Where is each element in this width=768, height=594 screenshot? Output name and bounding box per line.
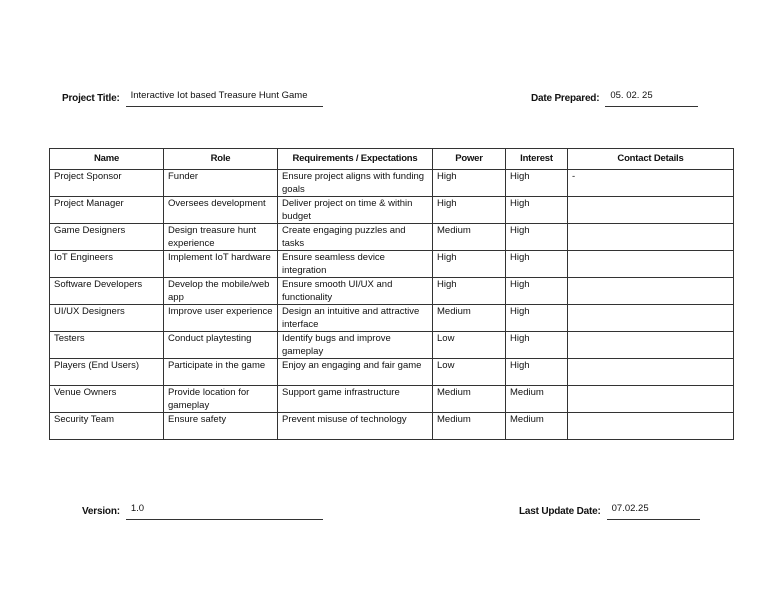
project-title-label: Project Title: (62, 93, 120, 104)
cell-name: IoT Engineers (50, 251, 164, 278)
version-value[interactable]: 1.0 (126, 503, 323, 520)
table-row (50, 197, 734, 224)
column-header-name: Name (50, 149, 164, 170)
cell-role: Conduct playtesting (164, 332, 278, 359)
cell-requirements: Prevent misuse of technology (278, 413, 433, 440)
table-row (50, 278, 734, 305)
column-header-interest: Interest (506, 149, 568, 170)
cell-role: Ensure safety (164, 413, 278, 440)
cell-interest: High (506, 305, 568, 332)
cell-name: Software Developers (50, 278, 164, 305)
cell-interest: High (506, 251, 568, 278)
date-prepared-field (531, 90, 698, 107)
cell-contact-details[interactable] (568, 251, 734, 278)
version-field (82, 503, 323, 520)
table-row (50, 359, 734, 386)
cell-power: Low (433, 359, 506, 386)
cell-requirements: Support game infrastructure (278, 386, 433, 413)
table-header-row (50, 149, 734, 170)
cell-requirements: Ensure project aligns with funding goals (278, 170, 433, 197)
version-label: Version: (82, 506, 120, 517)
cell-power: Medium (433, 305, 506, 332)
table-row (50, 251, 734, 278)
last-update-value[interactable]: 07.02.25 (607, 503, 700, 520)
cell-power: Low (433, 332, 506, 359)
table-row (50, 413, 734, 440)
table-row (50, 386, 734, 413)
cell-requirements: Identify bugs and improve gameplay (278, 332, 433, 359)
cell-interest: High (506, 224, 568, 251)
table-row (50, 224, 734, 251)
cell-requirements: Ensure seamless device integration (278, 251, 433, 278)
cell-name: Project Sponsor (50, 170, 164, 197)
cell-power: High (433, 197, 506, 224)
cell-requirements: Create engaging puzzles and tasks (278, 224, 433, 251)
cell-role: Provide location for gameplay (164, 386, 278, 413)
cell-power: Medium (433, 386, 506, 413)
cell-contact-details[interactable] (568, 332, 734, 359)
cell-contact-details[interactable] (568, 278, 734, 305)
cell-contact-details[interactable] (568, 413, 734, 440)
cell-role: Improve user experience (164, 305, 278, 332)
cell-role: Design treasure hunt experience (164, 224, 278, 251)
cell-interest: High (506, 197, 568, 224)
cell-name: Security Team (50, 413, 164, 440)
cell-interest: Medium (506, 413, 568, 440)
cell-interest: Medium (506, 386, 568, 413)
last-update-label: Last Update Date: (519, 506, 601, 517)
cell-name: Project Manager (50, 197, 164, 224)
cell-name: Venue Owners (50, 386, 164, 413)
cell-role: Oversees development (164, 197, 278, 224)
cell-role: Participate in the game (164, 359, 278, 386)
cell-requirements: Ensure smooth UI/UX and functionality (278, 278, 433, 305)
column-header-role: Role (164, 149, 278, 170)
cell-role: Develop the mobile/web app (164, 278, 278, 305)
cell-power: High (433, 278, 506, 305)
project-title-field (62, 90, 323, 107)
cell-contact-details[interactable] (568, 359, 734, 386)
cell-interest: High (506, 332, 568, 359)
project-title-value[interactable]: Interactive Iot based Treasure Hunt Game (126, 90, 323, 107)
cell-power: High (433, 251, 506, 278)
date-prepared-value[interactable]: 05. 02. 25 (605, 90, 698, 107)
cell-power: High (433, 170, 506, 197)
column-header-requirements: Requirements / Expectations (278, 149, 433, 170)
cell-power: Medium (433, 224, 506, 251)
date-prepared-label: Date Prepared: (531, 93, 600, 104)
cell-requirements: Enjoy an engaging and fair game (278, 359, 433, 386)
column-header-power: Power (433, 149, 506, 170)
cell-contact-details[interactable] (568, 224, 734, 251)
cell-interest: High (506, 359, 568, 386)
cell-name: UI/UX Designers (50, 305, 164, 332)
last-update-field (519, 503, 700, 520)
cell-requirements: Design an intuitive and attractive interface (278, 305, 433, 332)
cell-contact-details[interactable]: - (568, 170, 734, 197)
cell-name: Players (End Users) (50, 359, 164, 386)
cell-contact-details[interactable] (568, 197, 734, 224)
table-row (50, 170, 734, 197)
cell-contact-details[interactable] (568, 386, 734, 413)
cell-contact-details[interactable] (568, 305, 734, 332)
cell-name: Game Designers (50, 224, 164, 251)
cell-power: Medium (433, 413, 506, 440)
cell-interest: High (506, 170, 568, 197)
table-row (50, 305, 734, 332)
table-row (50, 332, 734, 359)
cell-requirements: Deliver project on time & within budget (278, 197, 433, 224)
column-header-contact-details: Contact Details (568, 149, 734, 170)
cell-role: Funder (164, 170, 278, 197)
stakeholder-table (49, 148, 734, 440)
cell-interest: High (506, 278, 568, 305)
cell-role: Implement IoT hardware (164, 251, 278, 278)
cell-name: Testers (50, 332, 164, 359)
